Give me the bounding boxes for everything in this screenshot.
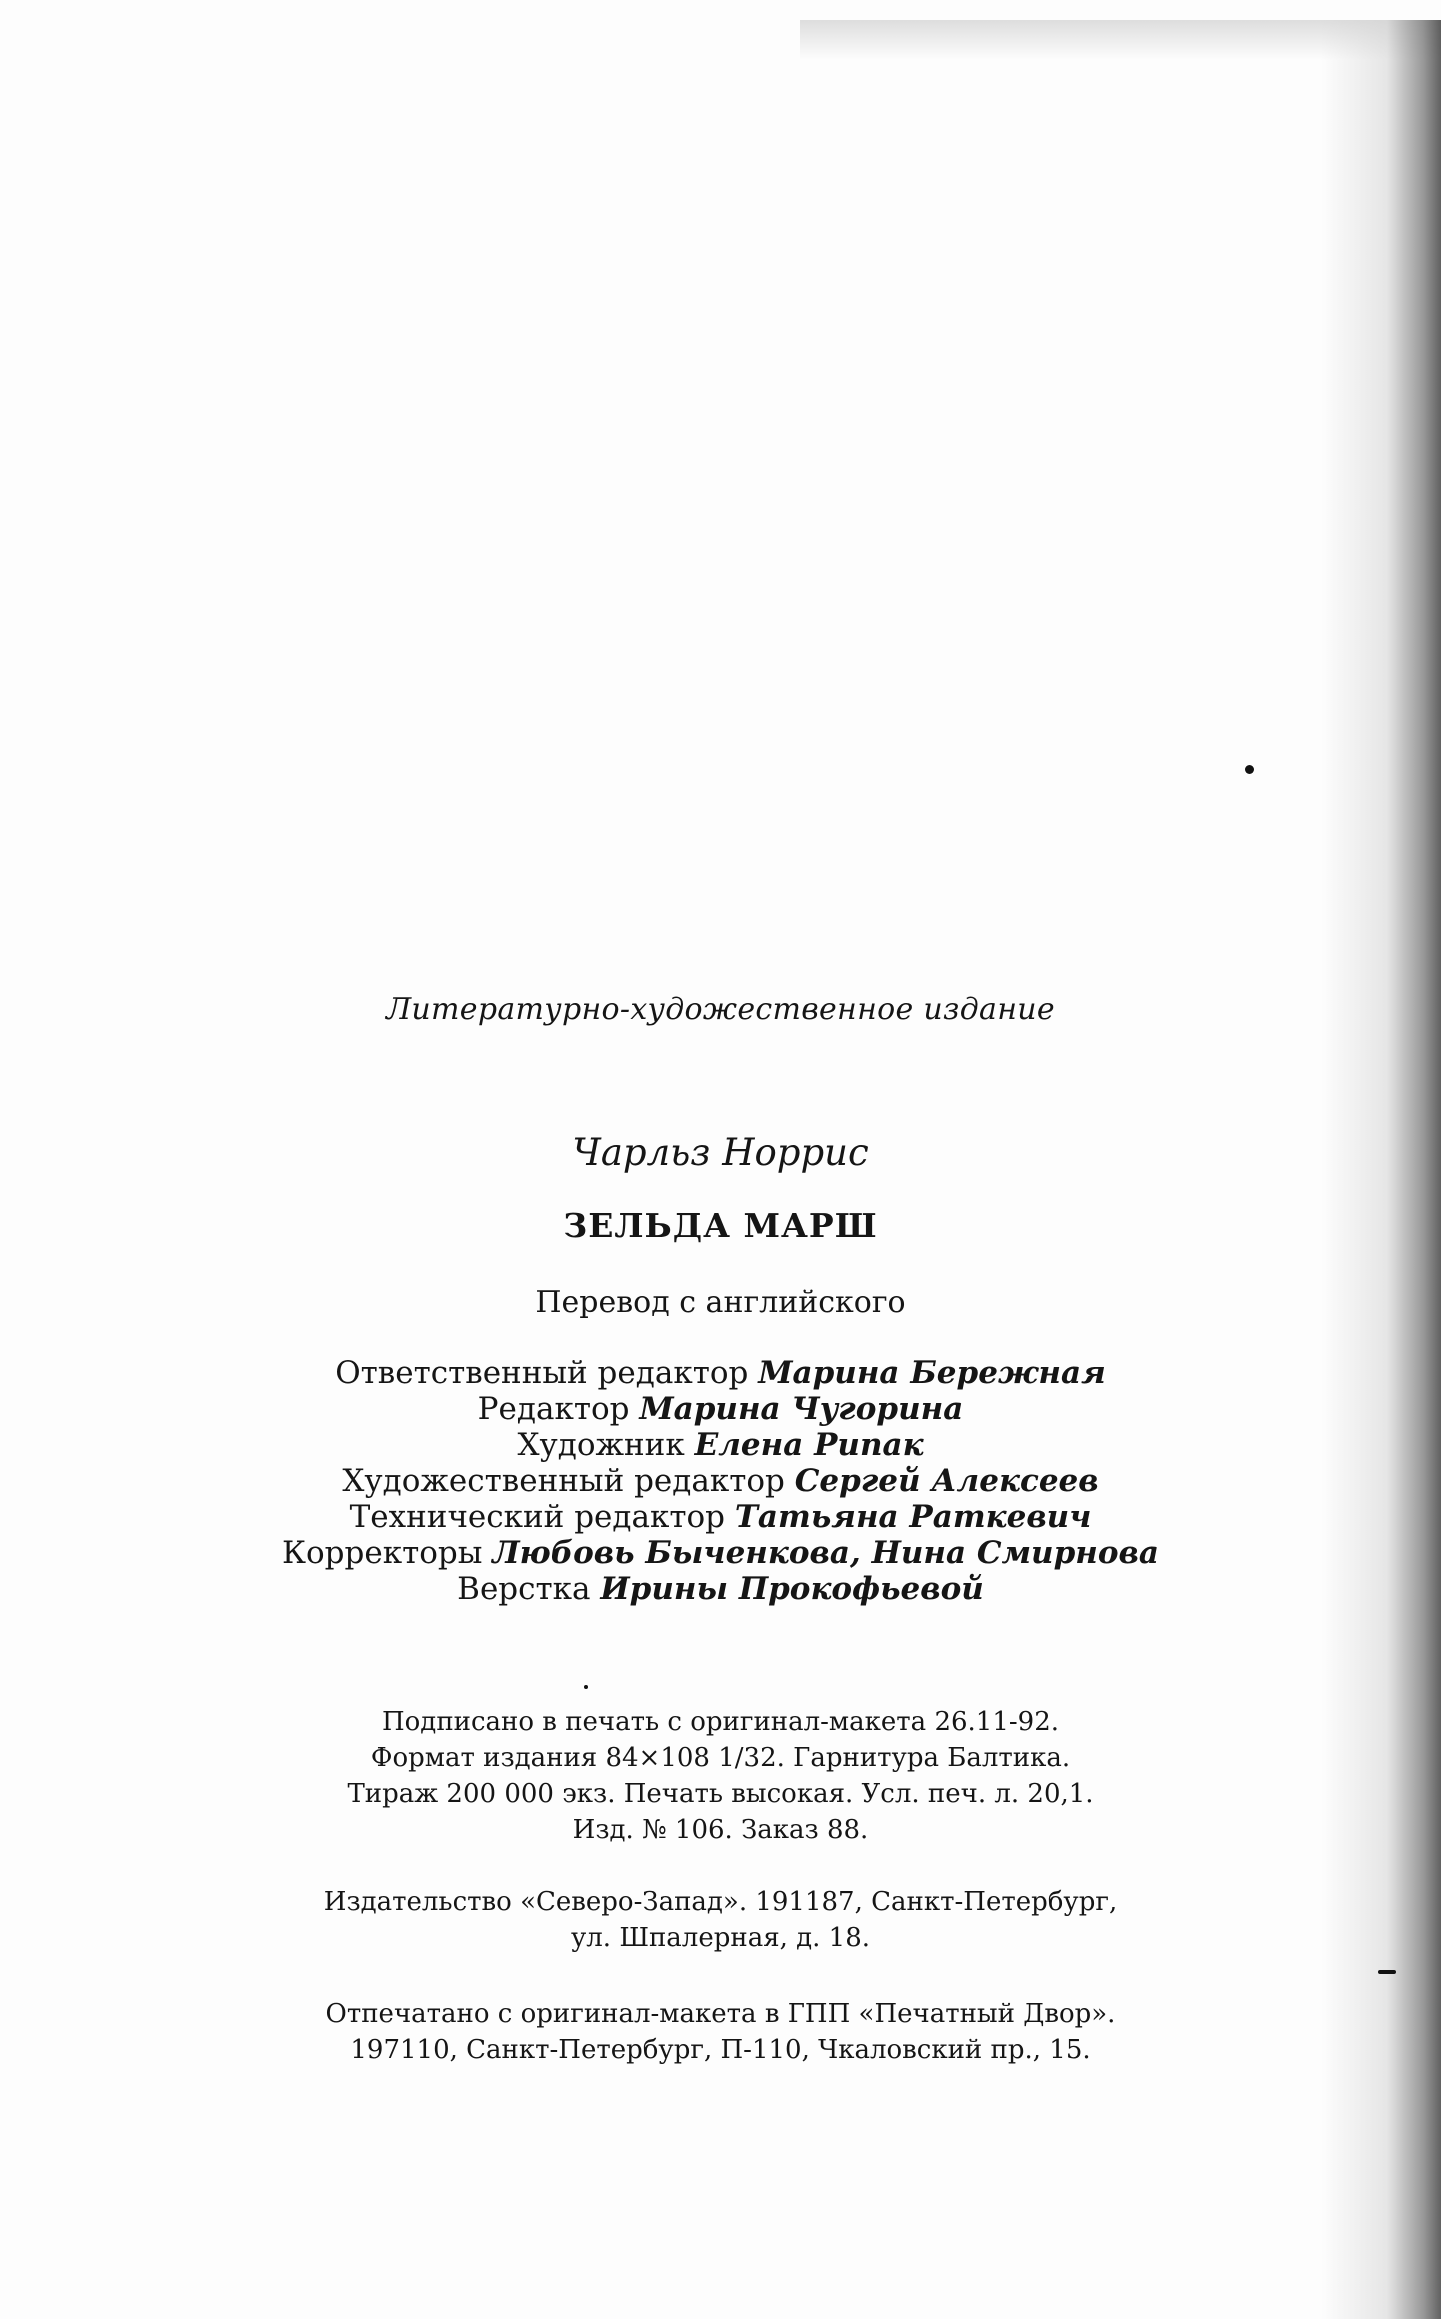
printer-info xyxy=(0,1996,1441,2068)
credit-row xyxy=(0,1499,1441,1535)
credit-row xyxy=(0,1535,1441,1571)
print-signed: Подписано в печать с оригинал-макета 26.11-92. xyxy=(381,1707,1060,1737)
credits-block xyxy=(0,1355,1441,1607)
translation-note: Перевод с английского xyxy=(535,1285,906,1320)
book-title: ЗЕЛЬДА МАРШ xyxy=(563,1206,878,1245)
credit-row xyxy=(0,1391,1441,1427)
credit-name: Марина Чугорина xyxy=(639,1391,964,1427)
credit-role: Художник xyxy=(517,1427,685,1463)
scan-speck xyxy=(1245,765,1254,774)
credit-name: Елена Рипак xyxy=(694,1427,924,1463)
credit-role: Корректоры xyxy=(282,1535,483,1571)
printer-address: 197110, Санкт-Петербург, П-110, Чкаловский пр., 15. xyxy=(350,2035,1091,2065)
edition-type: Литературно-художественное издание xyxy=(386,992,1055,1027)
scan-speck xyxy=(584,1685,588,1689)
credit-name: Ирины Прокофьевой xyxy=(600,1571,984,1607)
publisher-line: Издательство «Северо-Запад». 191187, Санкт-Петербург, xyxy=(323,1887,1118,1917)
credit-row xyxy=(0,1571,1441,1607)
credit-name: Любовь Быченкова, Нина Смирнова xyxy=(492,1535,1159,1571)
print-format: Формат издания 84×108 1/32. Гарнитура Балтика. xyxy=(370,1743,1071,1773)
credit-row xyxy=(0,1355,1441,1391)
publisher-info xyxy=(0,1884,1441,1956)
credit-role: Технический редактор xyxy=(349,1499,725,1535)
printer-line: Отпечатано с оригинал-макета в ГПП «Печатный Двор». xyxy=(325,1999,1116,2029)
credit-role: Художественный редактор xyxy=(342,1463,785,1499)
credit-role: Верстка xyxy=(457,1571,591,1607)
publisher-address: ул. Шпалерная, д. 18. xyxy=(570,1923,871,1953)
scan-speck xyxy=(1378,1970,1396,1974)
credit-name: Татьяна Раткевич xyxy=(734,1499,1092,1535)
credit-row xyxy=(0,1427,1441,1463)
print-run: Тираж 200 000 экз. Печать высокая. Усл. печ. л. 20,1. xyxy=(347,1779,1094,1809)
credit-role: Ответственный редактор xyxy=(335,1355,749,1391)
credit-name: Марина Бережная xyxy=(758,1355,1106,1391)
author-name: Чарльз Норрис xyxy=(572,1131,869,1174)
credit-name: Сергей Алексеев xyxy=(794,1463,1099,1499)
print-details xyxy=(0,1704,1441,1848)
print-order: Изд. № 106. Заказ 88. xyxy=(572,1815,869,1845)
credit-role: Редактор xyxy=(477,1391,630,1427)
credit-row xyxy=(0,1463,1441,1499)
